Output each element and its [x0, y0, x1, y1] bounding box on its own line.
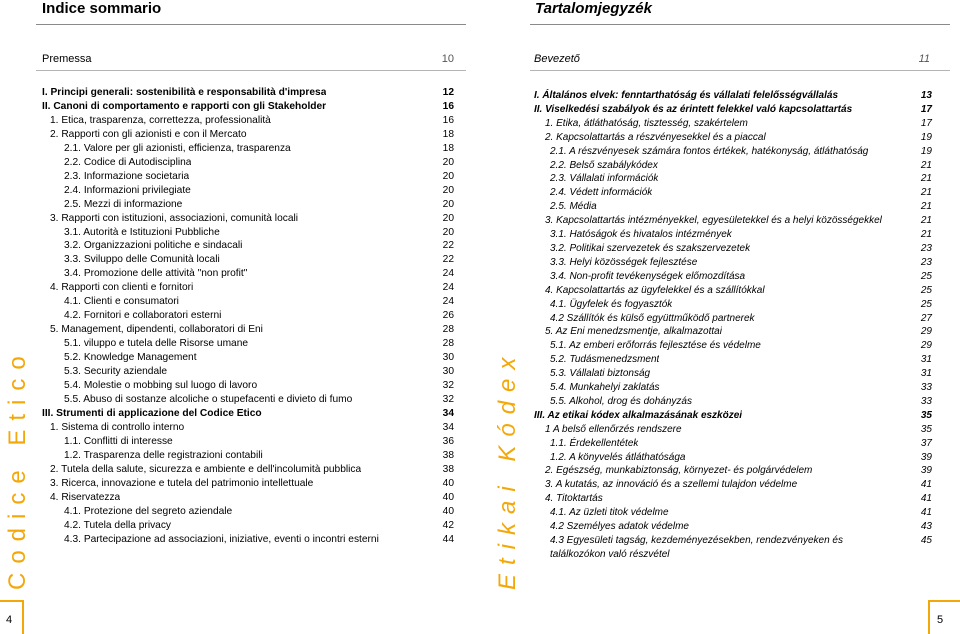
- toc-entry-title: 5.5. Alkohol, drog és dohányzás: [550, 395, 692, 407]
- toc-entry-title: 4.3. Partecipazione ad associazioni, iniziative, eventi o incontri esterni: [64, 533, 379, 545]
- toc-entry-page: 28: [442, 324, 454, 336]
- toc-entry-title: 3. A kutatás, az innováció és a szellemi tulajdon védelme: [545, 479, 798, 491]
- toc-entry-page: 28: [442, 338, 454, 350]
- toc-entry-title: 5.1. viluppo e tutela delle Risorse umane: [64, 338, 249, 350]
- toc-entry-title: 4.2 Személyes adatok védelme: [550, 521, 689, 533]
- toc-entry-title: 2.1. A részvényesek számára fontos értékek, hatékonyság, átláthatóság: [550, 145, 869, 157]
- toc-entry[interactable]: [42, 142, 454, 156]
- toc-entry-page: 43: [920, 521, 932, 533]
- toc-entry[interactable]: [42, 491, 454, 505]
- toc-entry-title: I. Általános elvek: fenntarthatóság és vállalati felelősségvállalás: [534, 90, 839, 101]
- toc-entry-title: 3.1. Hatóságok és hivatalos intézmények: [550, 229, 732, 241]
- toc-entry-title: 3.2. Politikai szervezetek és szakszervezetek: [550, 242, 751, 254]
- toc-entry-title: 2.5. Mezzi di informazione: [64, 198, 183, 210]
- intro-label: Bevezető: [534, 53, 580, 65]
- toc-entry-title: 5.2. Knowledge Management: [64, 352, 197, 364]
- toc-entry-title: 3. Ricerca, innovazione e tutela del patrimonio intellettuale: [50, 477, 314, 489]
- toc-entry[interactable]: [534, 159, 932, 173]
- toc-entry-page: 35: [920, 409, 932, 421]
- toc-entry[interactable]: [534, 367, 932, 381]
- toc-entry-page: 31: [920, 354, 932, 366]
- toc-entry-title: 2.4. Informazioni privilegiate: [64, 184, 191, 196]
- intro-entry[interactable]: [534, 53, 930, 65]
- toc-entry-page: 42: [442, 519, 454, 531]
- toc-entry-page: 33: [920, 382, 932, 394]
- toc-entry-page: 20: [442, 226, 454, 238]
- toc-entry[interactable]: [42, 519, 454, 533]
- toc-entry-title: 5.2. Tudásmenedzsment: [550, 354, 660, 366]
- toc-entry-page: 20: [442, 156, 454, 168]
- toc-entry-page: 36: [442, 435, 454, 447]
- title-divider: [36, 24, 466, 25]
- toc-entry-page: 40: [442, 491, 454, 503]
- toc-entry[interactable]: [534, 464, 932, 478]
- toc-entry[interactable]: [534, 256, 932, 270]
- toc-entry-page: 16: [442, 100, 454, 112]
- toc-entry-title: 5.5. Abuso di sostanze alcoliche o stupefacenti e divieto di fumo: [64, 393, 353, 405]
- toc-entry[interactable]: [42, 253, 454, 267]
- toc-entry-title: 2.5. Média: [550, 201, 597, 213]
- intro-label: Premessa: [42, 53, 92, 65]
- toc-entry-page: 40: [442, 477, 454, 489]
- toc-entry[interactable]: [534, 478, 932, 492]
- toc-entry-page: 27: [920, 312, 932, 324]
- toc-entry[interactable]: [534, 339, 932, 353]
- toc-entry-page: 44: [442, 533, 454, 545]
- toc-entry-title: 5.4. Molestie o mobbing sul luogo di lavoro: [64, 380, 258, 392]
- toc-entry[interactable]: [534, 298, 932, 312]
- toc-list: [42, 86, 454, 546]
- toc-entry-title: 4. Rapporti con clienti e fornitori: [50, 282, 194, 294]
- toc-entry-page: 35: [920, 423, 932, 435]
- toc-entry-page: 25: [920, 298, 932, 310]
- toc-entry-title: 1. Etica, trasparenza, correttezza, professionalità: [50, 114, 271, 126]
- toc-entry[interactable]: [534, 228, 932, 242]
- toc-entry-title: 4.1. Clienti e consumatori: [64, 296, 179, 308]
- toc-entry[interactable]: [42, 114, 454, 128]
- toc-entry-title: 3.1. Autorità e Istituzioni Pubbliche: [64, 226, 220, 238]
- toc-entry-page: 24: [442, 268, 454, 280]
- toc-entry[interactable]: [42, 226, 454, 240]
- toc-entry-page: 20: [442, 212, 454, 224]
- toc-entry-page: 20: [442, 198, 454, 210]
- toc-entry-title: 4.1. Protezione del segreto aziendale: [64, 505, 233, 517]
- toc-entry-page: 22: [442, 254, 454, 266]
- toc-entry[interactable]: [42, 505, 454, 519]
- toc-entry-title: 3.2. Organizzazioni politiche e sindacali: [64, 240, 243, 252]
- toc-entry-page: 33: [920, 395, 932, 407]
- toc-entry-page: 38: [442, 449, 454, 461]
- toc-entry[interactable]: [42, 156, 454, 170]
- toc-entry-title: III. Strumenti di applicazione del Codice Etico: [42, 407, 262, 419]
- toc-entry[interactable]: [534, 200, 932, 214]
- toc-entry[interactable]: [42, 533, 454, 547]
- toc-entry[interactable]: [534, 117, 932, 131]
- toc-entry-page: 45: [920, 535, 932, 546]
- toc-entry[interactable]: [534, 353, 932, 367]
- toc-entry-title: 5.3. Vállalati biztonság: [550, 368, 651, 380]
- toc-entry[interactable]: [534, 131, 932, 145]
- toc-entry[interactable]: [534, 103, 932, 117]
- toc-entry[interactable]: [42, 323, 454, 337]
- toc-entry-title: 2.4. Védett információk: [550, 187, 653, 199]
- toc-entry[interactable]: [42, 379, 454, 393]
- toc-entry[interactable]: [534, 437, 932, 451]
- toc-entry-page: 17: [920, 117, 932, 129]
- toc-entry-page: 40: [442, 505, 454, 517]
- toc-entry-page: 24: [442, 296, 454, 308]
- toc-entry[interactable]: [42, 365, 454, 379]
- toc-entry-page: 21: [920, 215, 932, 227]
- toc-entry[interactable]: [42, 86, 454, 100]
- toc-entry-page: 19: [920, 131, 932, 143]
- toc-entry-page: 18: [442, 142, 454, 154]
- toc-entry-page: 32: [442, 393, 454, 405]
- toc-entry[interactable]: [534, 172, 932, 186]
- toc-entry-title: I. Principi generali: sostenibilità e responsabilità d'impresa: [42, 87, 327, 98]
- toc-entry[interactable]: [42, 435, 454, 449]
- toc-entry[interactable]: [42, 267, 454, 281]
- toc-entry-title: 3.3. Sviluppo delle Comunità locali: [64, 254, 220, 266]
- toc-entry[interactable]: [42, 184, 454, 198]
- intro-divider: [36, 70, 466, 71]
- toc-entry-title: 5.4. Munkahelyi zaklatás: [550, 382, 660, 394]
- toc-entry-page: 41: [920, 493, 932, 505]
- toc-entry-title: 1. Etika, átláthatóság, tisztesség, szakértelem: [545, 117, 748, 129]
- toc-entry-title: 4.1. Ügyfelek és fogyasztók: [550, 298, 673, 310]
- toc-entry-title: 3. Rapporti con istituzioni, associazioni, comunità locali: [50, 212, 299, 224]
- toc-entry-title: 4.3 Egyesületi tagság, kezdeményezésekben, rendezvényeken és találkozókon való részvétel: [550, 535, 843, 560]
- toc-entry[interactable]: [534, 409, 932, 423]
- toc-entry[interactable]: [534, 381, 932, 395]
- toc-entry-page: 30: [442, 352, 454, 364]
- toc-entry[interactable]: [534, 395, 932, 409]
- toc-entry-title: 4. Titoktartás: [545, 493, 603, 505]
- toc-entry-page: 22: [442, 240, 454, 252]
- toc-entry-title: 1.2. Trasparenza delle registrazioni contabili: [64, 449, 263, 461]
- toc-entry-page: 39: [920, 451, 932, 463]
- toc-entry-page: 12: [442, 87, 454, 98]
- toc-entry[interactable]: [534, 520, 932, 534]
- toc-entry-title: II. Viselkedési szabályok és az érintett felekkel való kapcsolattartás: [534, 103, 853, 115]
- toc-entry-page: 23: [920, 242, 932, 254]
- toc-entry[interactable]: [42, 239, 454, 253]
- toc-entry-title: 5.1. Az emberi erőforrás fejlesztése és védelme: [550, 340, 761, 352]
- toc-entry-page: 30: [442, 366, 454, 378]
- toc-entry-title: 3.3. Helyi közösségek fejlesztése: [550, 256, 698, 268]
- toc-entry-title: 1.1. Érdekellentétek: [550, 437, 639, 449]
- toc-entry-page: 21: [920, 187, 932, 199]
- toc-entry-page: 13: [920, 90, 932, 101]
- toc-entry-page: 26: [442, 310, 454, 322]
- toc-entry-page: 16: [442, 114, 454, 126]
- toc-entry[interactable]: [42, 421, 454, 435]
- toc-entry-page: 17: [920, 103, 932, 115]
- toc-entry-title: 5.3. Security aziendale: [64, 366, 168, 378]
- toc-entry-page: 29: [920, 340, 932, 352]
- toc-entry[interactable]: [42, 198, 454, 212]
- toc-entry-title: 5. Management, dipendenti, collaboratori di Eni: [50, 324, 263, 336]
- toc-entry-page: 34: [442, 407, 454, 419]
- page-number: 5: [937, 614, 944, 626]
- toc-entry-page: 25: [920, 284, 932, 296]
- toc-entry-page: 21: [920, 159, 932, 171]
- toc-entry[interactable]: [534, 325, 932, 339]
- toc-entry[interactable]: [534, 506, 932, 520]
- toc-entry-page: 24: [442, 282, 454, 294]
- toc-entry-title: II. Canoni di comportamento e rapporti con gli Stakeholder: [42, 100, 327, 112]
- toc-entry-title: 1. Sistema di controllo interno: [50, 421, 185, 433]
- toc-entry[interactable]: [534, 312, 932, 326]
- toc-entry-page: 20: [442, 170, 454, 182]
- toc-entry-title: 1.2. A könyvelés átláthatósága: [550, 451, 686, 463]
- toc-entry-page: 25: [920, 270, 932, 282]
- toc-entry-title: 1 A belső ellenőrzés rendszere: [545, 423, 682, 435]
- toc-entry-title: 2. Egészség, munkabiztonság, környezet- és polgárvédelem: [545, 465, 813, 477]
- toc-entry-page: 39: [920, 465, 932, 477]
- toc-entry-page: 38: [442, 463, 454, 475]
- toc-entry-page: 21: [920, 173, 932, 185]
- toc-entry-page: 31: [920, 368, 932, 380]
- toc-entry-title: 4. Kapcsolattartás az ügyfelekkel és a szállítókkal: [545, 284, 765, 296]
- toc-entry[interactable]: [42, 128, 454, 142]
- toc-entry[interactable]: [42, 337, 454, 351]
- toc-entry-page: 21: [920, 201, 932, 213]
- toc-entry[interactable]: [534, 186, 932, 200]
- toc-entry-title: 2.3. Vállalati információk: [550, 173, 659, 185]
- toc-entry[interactable]: [42, 477, 454, 491]
- toc-entry[interactable]: [534, 284, 932, 298]
- toc-entry-title: 3.4. Non-profit tevékenységek előmozdítása: [550, 270, 746, 282]
- toc-entry-title: 4. Riservatezza: [50, 491, 121, 503]
- side-title: Etikai Kódex: [494, 348, 521, 590]
- toc-entry[interactable]: [42, 100, 454, 114]
- toc-list: [534, 89, 932, 562]
- toc-entry-page: 37: [920, 437, 932, 449]
- toc-entry[interactable]: [42, 295, 454, 309]
- toc-entry-title: 4.2. Fornitori e collaboratori esterni: [64, 310, 222, 322]
- toc-entry-page: 32: [442, 380, 454, 392]
- toc-entry[interactable]: [42, 393, 454, 407]
- toc-entry-title: 1.1. Conflitti di interesse: [64, 435, 173, 447]
- toc-entry-page: 18: [442, 128, 454, 140]
- toc-entry[interactable]: [534, 270, 932, 284]
- toc-entry-page: 23: [920, 256, 932, 268]
- toc-entry-title: III. Az etikai kódex alkalmazásának eszközei: [534, 409, 743, 421]
- toc-entry[interactable]: [534, 423, 932, 437]
- toc-entry[interactable]: [534, 214, 932, 228]
- toc-entry-page: 41: [920, 507, 932, 519]
- toc-entry-title: 3.4. Promozione delle attività "non profit": [64, 268, 248, 280]
- toc-entry[interactable]: [534, 451, 932, 465]
- intro-entry[interactable]: [42, 53, 454, 65]
- toc-entry[interactable]: [42, 351, 454, 365]
- page-title: Indice sommario: [42, 0, 162, 17]
- toc-entry[interactable]: [42, 463, 454, 477]
- toc-entry[interactable]: [534, 242, 932, 256]
- toc-entry-title: 4.2 Szállítók és külső együttműködő partnerek: [550, 312, 755, 324]
- toc-entry[interactable]: [42, 170, 454, 184]
- title-divider: [530, 24, 950, 25]
- page-corner-mark: [928, 600, 960, 634]
- toc-entry[interactable]: [534, 534, 932, 562]
- toc-entry[interactable]: [42, 309, 454, 323]
- toc-entry-page: 20: [442, 184, 454, 196]
- intro-page: 11: [918, 53, 930, 65]
- toc-entry-page: 21: [920, 229, 932, 241]
- toc-entry-title: 4.2. Tutela della privacy: [64, 519, 172, 531]
- toc-entry[interactable]: [42, 449, 454, 463]
- toc-entry-title: 2.2. Belső szabálykódex: [550, 159, 658, 171]
- page-title: Tartalomjegyzék: [535, 0, 652, 17]
- toc-entry-page: 34: [442, 421, 454, 433]
- toc-entry-page: 29: [920, 326, 932, 338]
- toc-entry[interactable]: [534, 492, 932, 506]
- toc-entry[interactable]: [42, 212, 454, 226]
- right-page: [480, 0, 960, 634]
- toc-entry-title: 2. Kapcsolattartás a részvényesekkel és a piaccal: [545, 131, 766, 143]
- toc-entry-title: 2. Rapporti con gli azionisti e con il Mercato: [50, 128, 247, 140]
- toc-entry[interactable]: [534, 89, 932, 103]
- toc-entry-title: 2.2. Codice di Autodisciplina: [64, 156, 192, 168]
- toc-entry-title: 4.1. Az üzleti titok védelme: [550, 507, 669, 519]
- toc-entry-title: 2. Tutela della salute, sicurezza e ambiente e dell'incolumità pubblica: [50, 463, 362, 475]
- toc-entry-page: 41: [920, 479, 932, 491]
- toc-entry[interactable]: [42, 281, 454, 295]
- toc-entry[interactable]: [534, 145, 932, 159]
- intro-page: 10: [441, 53, 454, 65]
- toc-entry-title: 3. Kapcsolattartás intézményekkel, egyesületekkel és a helyi közösségekkel: [545, 215, 882, 227]
- toc-entry-title: 5. Az Eni menedzsmentje, alkalmazottai: [545, 326, 722, 338]
- side-title: Codice Etico: [4, 347, 31, 590]
- toc-entry-page: 19: [920, 145, 932, 157]
- intro-divider: [530, 70, 950, 71]
- toc-entry[interactable]: [42, 407, 454, 421]
- toc-entry-title: 2.3. Informazione societaria: [64, 170, 190, 182]
- page-number: 4: [6, 614, 13, 626]
- toc-entry-title: 2.1. Valore per gli azionisti, efficienza, trasparenza: [64, 142, 291, 154]
